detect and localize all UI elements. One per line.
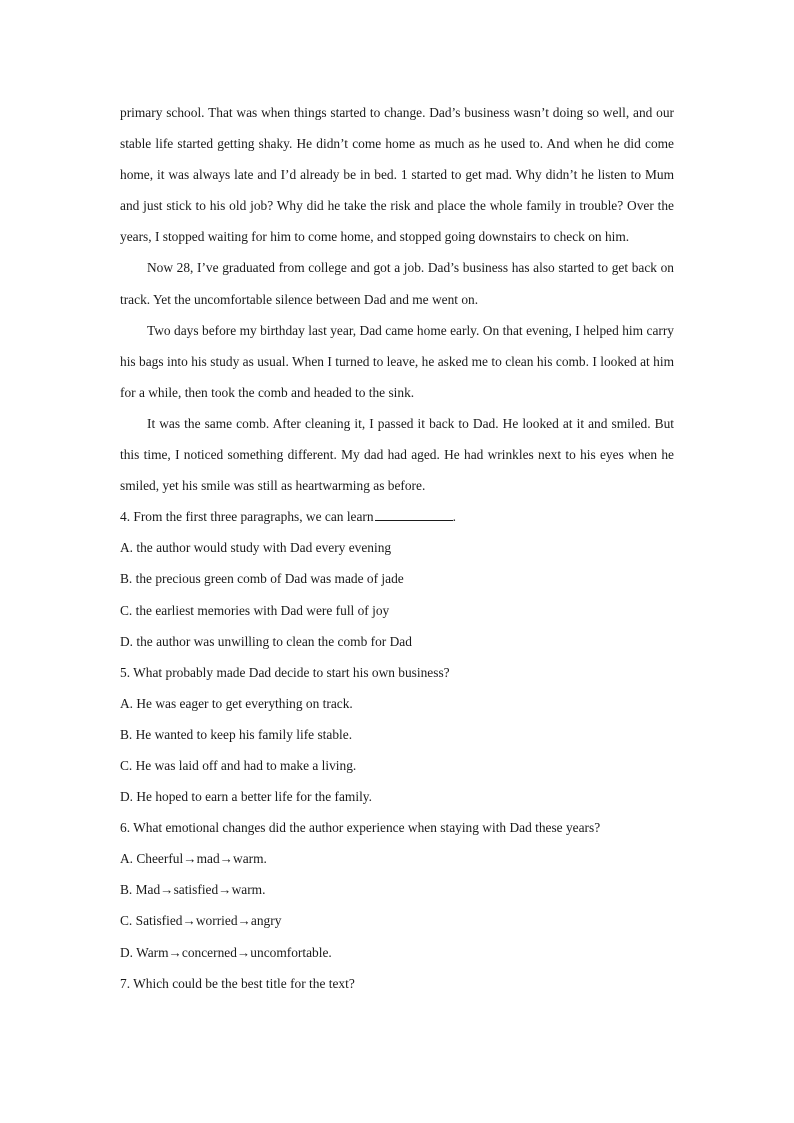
- option-a: A. the author would study with Dad every evening: [120, 540, 392, 556]
- option-b: B. the precious green comb of Dad was made of jade: [120, 571, 404, 587]
- passage-paragraph-4: It was the same comb. After cleaning it, I passed it back to Dad. He looked at it and smiled. But this time, I noticed something different. My dad had aged. He had wrinkles next to his eyes when he smiled, yet his smile was still as heartwarming as before.: [120, 415, 674, 494]
- question-6: [120, 812, 674, 967]
- question-stem: 5. What probably made Dad decide to start his own business?: [120, 664, 450, 680]
- option-c: C. He was laid off and had to make a living.: [120, 757, 357, 773]
- option-a: A. He was eager to get everything on track.: [120, 695, 353, 711]
- option-a: A. Cheerful→mad→warm.: [120, 851, 267, 867]
- passage-paragraph-1: primary school. That was when things started to change. Dad’s business wasn’t doing so well, and our stable life started getting shaky. He didn’t come home as much as he used to. And when he did come home, it was always late and I’d already be in bed. 1 started to get mad. Why didn’t he listen to Mum and just stick to his old job? Why did he take the risk and place the whole family in trouble? Over the years, I stopped waiting for him to come home, and stopped going downstairs to check on him.: [120, 105, 674, 245]
- question-5: [120, 657, 674, 812]
- passage-paragraph-3: Two days before my birthday last year, Dad came home early. On that evening, I helped him carry his bags into his study as usual. When I turned to leave, he asked me to clean his comb. I looked at him for a while, then took the comb and headed to the sink.: [120, 322, 674, 400]
- option-c: C. Satisfied→worried→angry: [120, 913, 282, 929]
- question-4: [120, 501, 674, 656]
- question-stem: 6. What emotional changes did the author experience when staying with Dad these years?: [120, 820, 601, 836]
- option-b: B. He wanted to keep his family life stable.: [120, 726, 353, 742]
- option-c: C. the earliest memories with Dad were full of joy: [120, 602, 390, 618]
- option-b: B. Mad→satisfied→warm.: [120, 882, 266, 898]
- question-stem: [120, 501, 674, 532]
- question-7: [120, 968, 674, 999]
- option-d: D. the author was unwilling to clean the comb for Dad: [120, 633, 412, 649]
- document-page: [120, 97, 674, 999]
- passage-paragraph-2: Now 28, I’ve graduated from college and got a job. Dad’s business has also started to get back on track. Yet the uncomfortable silence between Dad and me went on.: [120, 260, 674, 307]
- option-d: D. He hoped to earn a better life for the family.: [120, 789, 372, 805]
- question-stem-end: .: [452, 509, 456, 525]
- option-d: D. Warm→concerned→uncomfortable.: [120, 944, 332, 960]
- question-stem: 7. Which could be the best title for the text?: [120, 975, 355, 991]
- answer-blank: [375, 508, 453, 521]
- question-stem-text: 4. From the first three paragraphs, we can learn: [120, 509, 374, 525]
